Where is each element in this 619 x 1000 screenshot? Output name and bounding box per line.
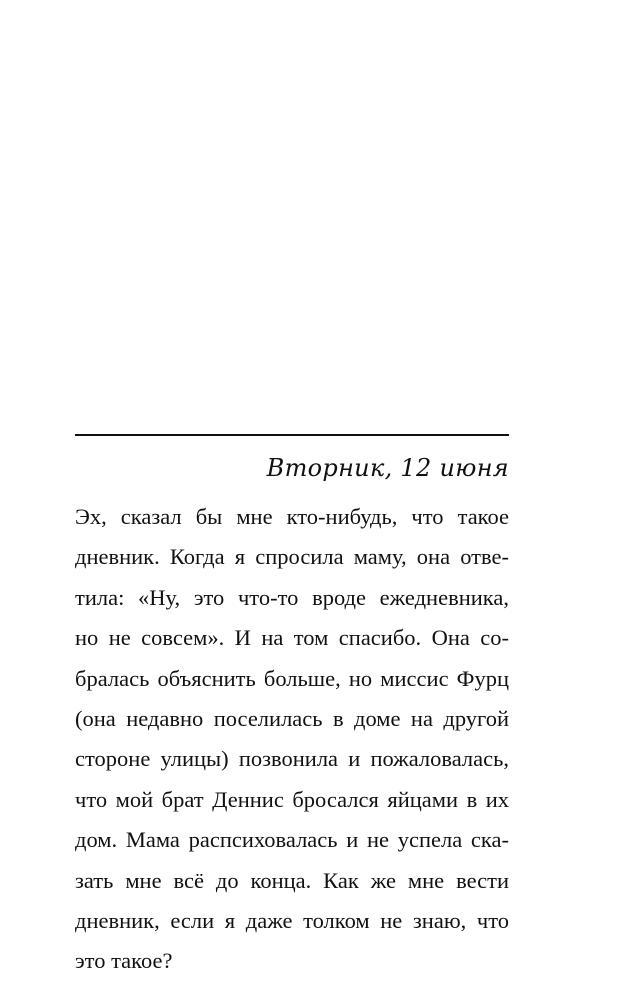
text-line: (она недавно поселилась в доме на другой — [75, 705, 509, 731]
entry-body-text — [75, 497, 509, 982]
text-line: стороне улицы) позвонила и пожаловалась, — [75, 746, 509, 772]
text-line: бралась объяснить больше, но миссис Фурц — [75, 665, 509, 691]
text-line: зать мне всё до конца. Как же мне вести — [75, 867, 509, 893]
divider-rule — [75, 434, 509, 436]
text-line: что мой брат Деннис бросался яйцами в их — [75, 786, 509, 812]
text-line: дневник, если я даже толком не знаю, что — [75, 907, 509, 933]
text-line: это такое? — [75, 948, 173, 974]
text-line: дом. Мама распсиховалась и не успела ска- — [75, 827, 509, 853]
text-line: тила: «Ну, это что-то вроде ежедневника, — [75, 584, 509, 610]
text-line: дневник. Когда я спросила маму, она отве- — [75, 544, 509, 570]
text-line: но не совсем». И на том спасибо. Она со- — [75, 625, 509, 651]
entry-date-heading: Вторник, 12 июня — [266, 454, 509, 482]
text-line: Эх, сказал бы мне кто-нибудь, что такое — [75, 504, 509, 529]
